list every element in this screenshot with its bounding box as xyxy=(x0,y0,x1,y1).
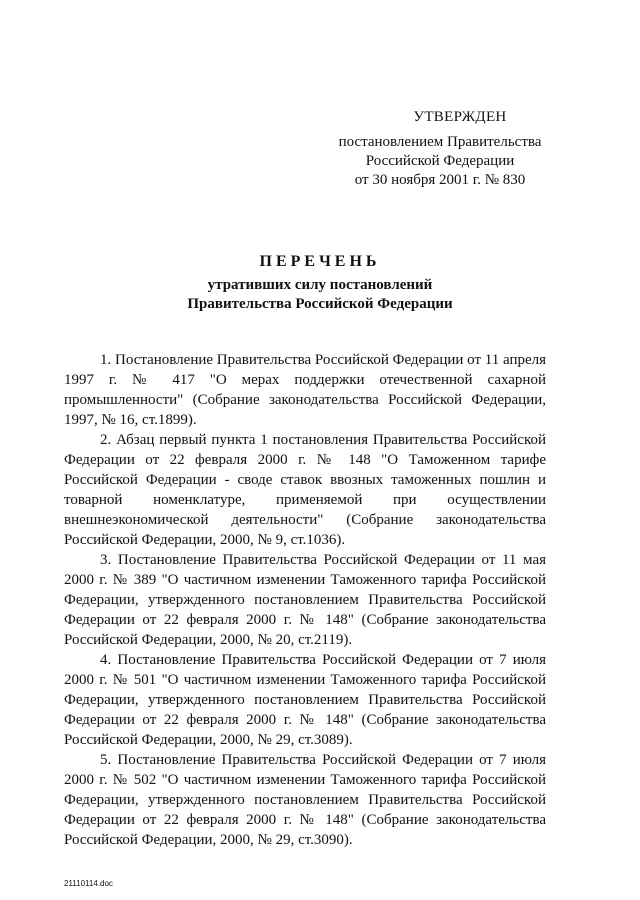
approval-line-authority: постановлением Правительства xyxy=(338,134,542,150)
subtitle-line-1: утративших силу постановлений xyxy=(207,277,433,293)
footer-filename: 21110114.doc xyxy=(64,879,113,888)
list-item-5: 5. Постановление Правительства Российской Федерации от 7 июля 2000 г. № 502 "О частичном изменении Таможенного тарифа Российской Федерации, утвержденного постановлением Правительства Российской Федерации от 22 февраля 2000 г. № 148" (Собрание законодательства Российской Федерации, 2000, № 29, ст.3090). xyxy=(64,752,546,848)
list-item-1: 1. Постановление Правительства Российской Федерации от 11 апреля 1997 г. № 417 "О мерах поддержки отечественной сахарной промышленности" (Собрание законодательства Российской Федерации, 1997, № 16, ст.1899). xyxy=(64,352,547,428)
document-subtitle xyxy=(0,276,640,314)
approval-line-date: от 30 ноября 2001 г. № 830 xyxy=(354,172,526,188)
list-item-4: 4. Постановление Правительства Российской Федерации от 7 июля 2000 г. № 501 "О частичном изменении Таможенного тарифа Российской Федерации, утвержденного постановлением Правительства Российской Федерации от 22 февраля 2000 г. № 148" (Собрание законодательства Российской Федерации, 2000, № 29, ст.3089). xyxy=(64,652,546,748)
approval-block xyxy=(330,108,550,190)
document-title: ПЕРЕЧЕНЬ xyxy=(259,253,381,270)
list-item-2: 2. Абзац первый пункта 1 постановления Правительства Российской Федерации от 22 февраля 2000 г. № 148 "О Таможенном тарифе Российской Федерации - своде ставок ввозных таможенных пошлин и товарной номенклатуре, применяемой при осуществлении внешнеэкономической деятельности" (Собрание законодательства Российской Федерации, 2000, № 9, ст.1036). xyxy=(64,432,546,548)
subtitle-line-2: Правительства Российской Федерации xyxy=(187,296,453,312)
approval-heading: УТВЕРЖДЕН xyxy=(413,109,507,125)
document-body xyxy=(64,350,546,850)
list-item-3: 3. Постановление Правительства Российской Федерации от 11 мая 2000 г. № 389 "О частичном изменении Таможенного тарифа Российской Федерации, утвержденного постановлением Правительства Российской Федерации от 22 февраля 2000 г. № 148" (Собрание законодательства Российской Федерации, 2000, № 20, ст.2119). xyxy=(64,552,546,648)
approval-line-country: Российской Федерации xyxy=(365,153,515,169)
